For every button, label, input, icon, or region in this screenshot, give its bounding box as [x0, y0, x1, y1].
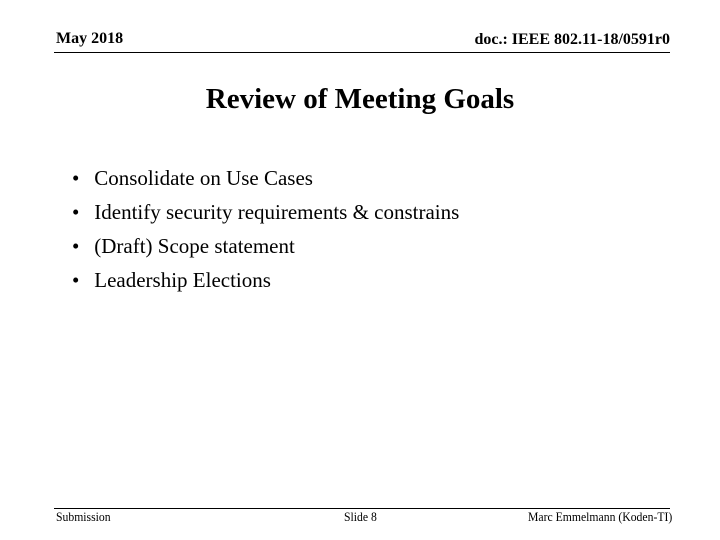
bullet-glyph: •: [72, 200, 80, 224]
slide-title: Review of Meeting Goals: [205, 83, 515, 115]
bullet-item: [72, 161, 459, 195]
bullet-item: [72, 195, 459, 229]
bullet-item: [72, 263, 459, 297]
bullet-glyph: •: [72, 234, 80, 258]
header-document-id: doc.: IEEE 802.11-18/0591r0: [474, 31, 670, 48]
header-date: May 2018: [56, 30, 124, 47]
footer-slide-number: Slide 8: [344, 509, 377, 524]
bullet-text: Consolidate on Use Cases: [94, 166, 313, 190]
bullet-text: Leadership Elections: [94, 268, 271, 292]
footer-submission: Submission: [56, 509, 111, 524]
footer-author: Marc Emmelmann (Koden-TI): [527, 509, 672, 524]
bullet-glyph: •: [72, 166, 80, 190]
bullet-text: (Draft) Scope statement: [94, 234, 295, 258]
header-divider: [54, 52, 670, 53]
bullet-text: Identify security requirements & constrains: [94, 200, 460, 224]
bullet-glyph: •: [72, 268, 80, 292]
bullet-item: [72, 229, 459, 263]
bullet-list: [72, 161, 459, 297]
